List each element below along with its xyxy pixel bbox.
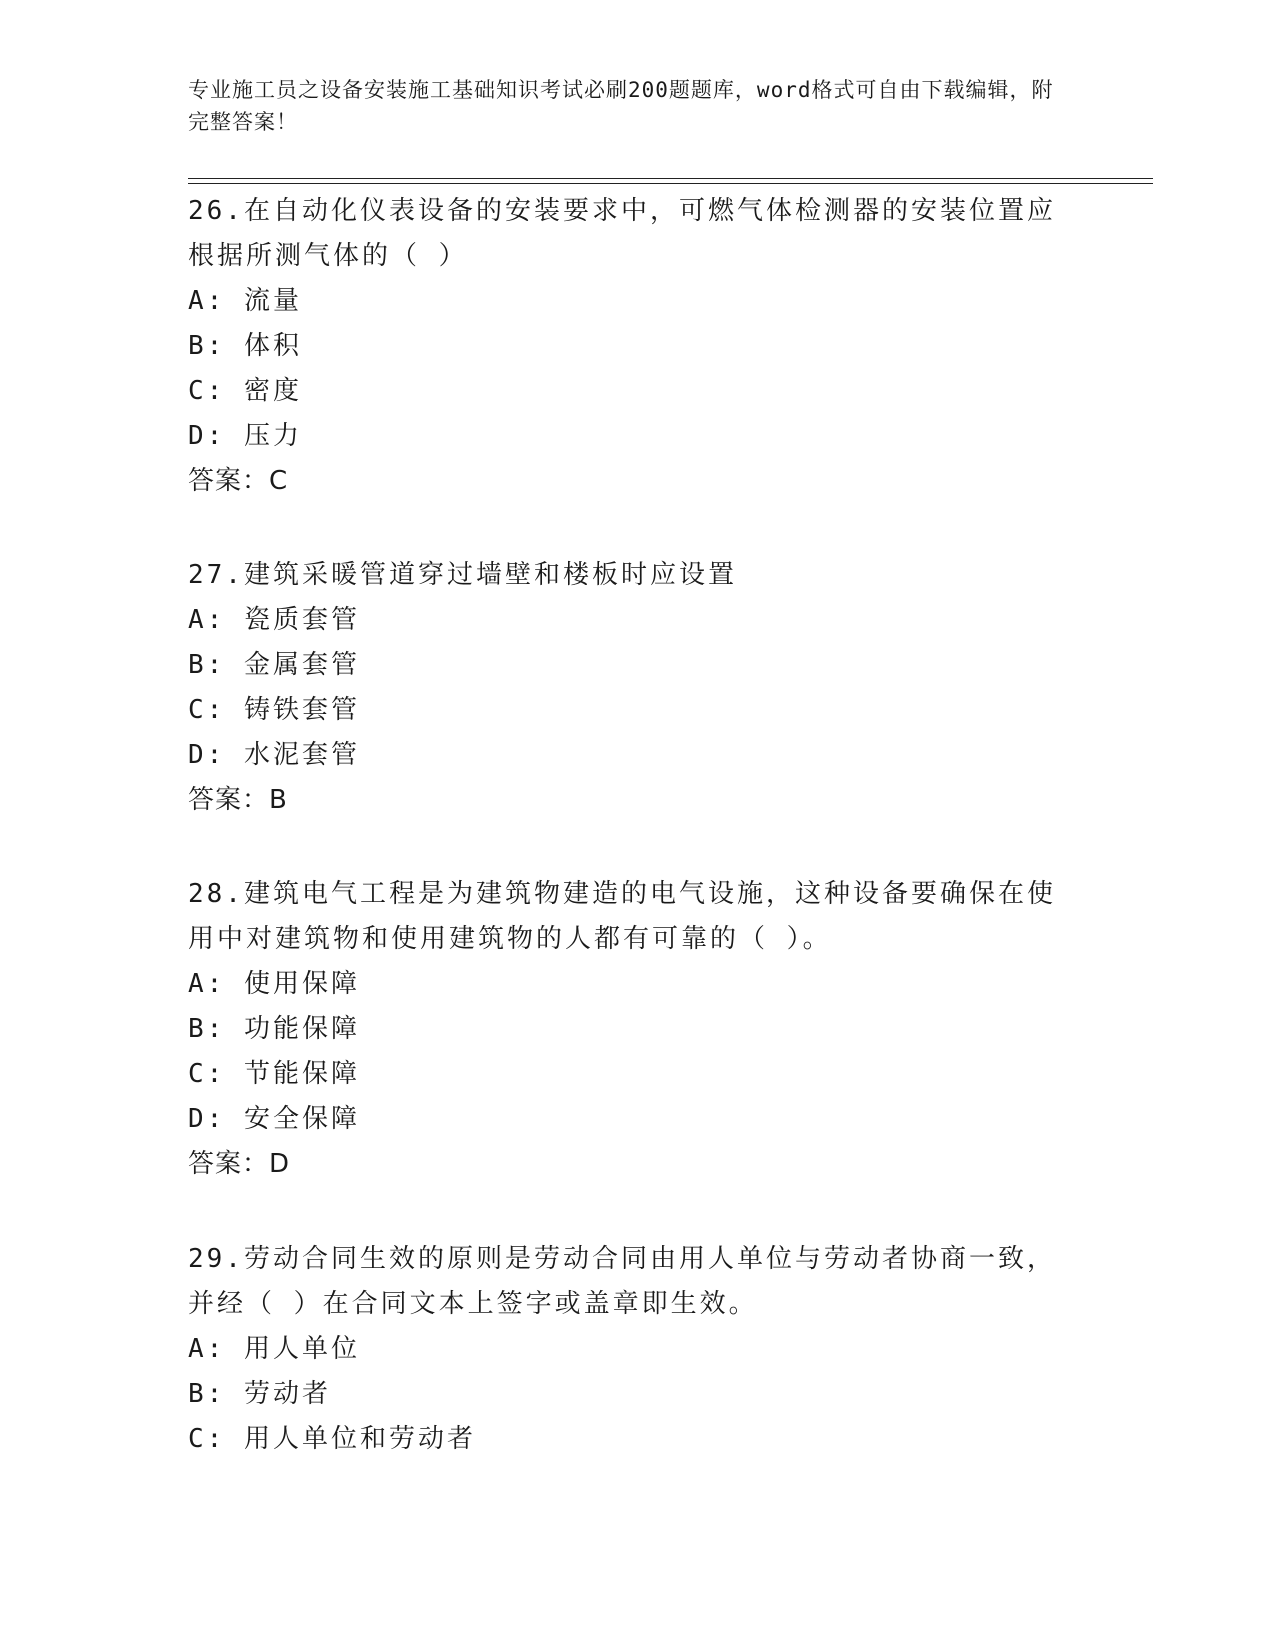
option-a: A: 使用保障 [188,969,360,999]
option-a: A: 用人单位 [188,1334,360,1364]
header-divider-bottom [188,183,1153,184]
question-29 [188,1237,1068,1462]
option-b: B: 体积 [188,331,302,361]
option-a: A: 瓷质套管 [188,605,360,635]
option-c: C: 密度 [188,376,302,406]
option-a: A: 流量 [188,286,302,316]
question-27 [188,553,1068,823]
question-stem: 28.建筑电气工程是为建筑物建造的电气设施，这种设备要确保在使用中对建筑物和使用建筑物的人都有可靠的（ ）。 [188,879,1056,954]
option-d: D: 安全保障 [188,1104,360,1134]
option-b: B: 劳动者 [188,1379,331,1409]
question-26 [188,189,1068,504]
question-stem: 26.在自动化仪表设备的安装要求中，可燃气体检测器的安装位置应根据所测气体的（ ） [188,196,1056,271]
document-header: 专业施工员之设备安装施工基础知识考试必刷200题题库，word格式可自由下载编辑，附完整答案！ [188,78,1054,134]
question-stem: 27.建筑采暖管道穿过墙壁和楼板时应设置 [188,560,737,590]
question-28 [188,872,1068,1187]
option-c: C: 节能保障 [188,1059,360,1089]
question-stem: 29.劳动合同生效的原则是劳动合同由用人单位与劳动者协商一致，并经（ ）在合同文本上签字或盖章即生效。 [188,1244,1056,1319]
header-divider-top [188,178,1153,179]
option-d: D: 水泥套管 [188,740,360,770]
option-b: B: 功能保障 [188,1014,360,1044]
option-b: B: 金属套管 [188,650,360,680]
answer: 答案：C [188,466,289,496]
option-c: C: 铸铁套管 [188,695,360,725]
option-c: C: 用人单位和劳动者 [188,1424,476,1454]
answer: 答案：B [188,785,288,815]
option-d: D: 压力 [188,421,302,451]
answer: 答案：D [188,1149,291,1179]
